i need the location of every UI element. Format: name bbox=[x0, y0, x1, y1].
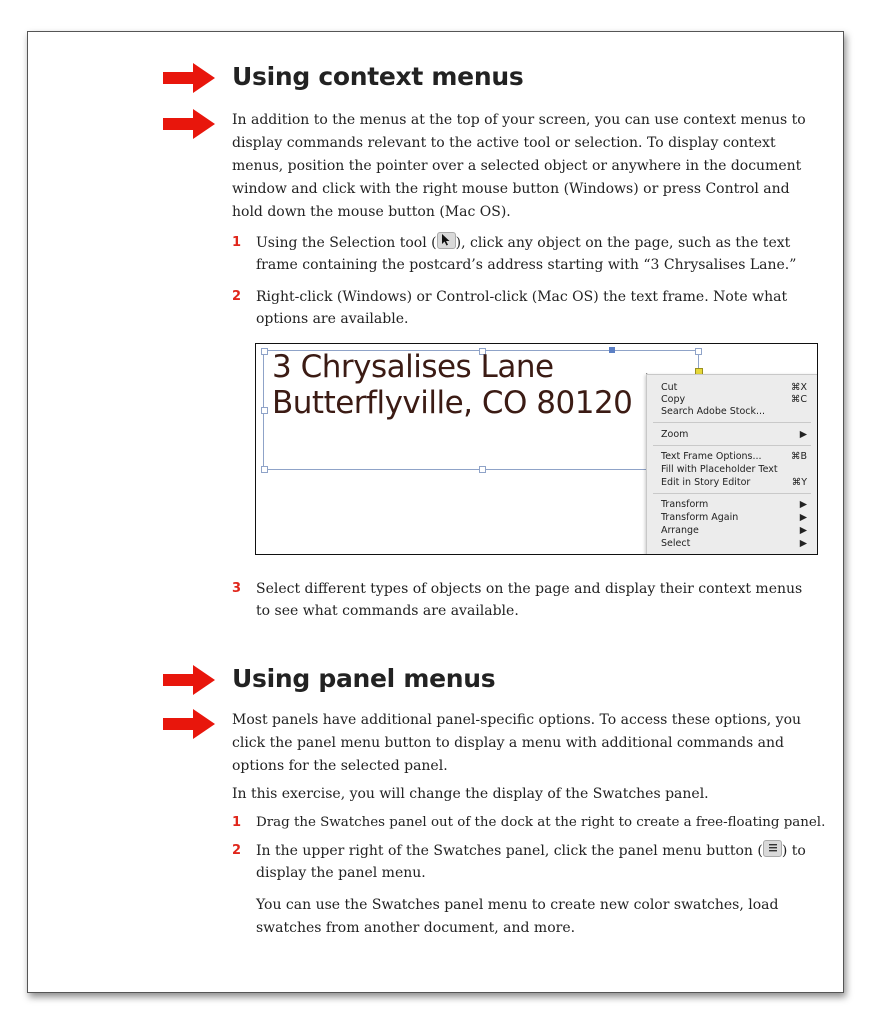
panel-menus-intro: Most panels have additional panel-specific options. To access these options, you click the panel menu button to display a menu with additional commands and options for the selected panel. bbox=[232, 712, 802, 774]
step-item bbox=[232, 286, 812, 330]
step-item bbox=[232, 840, 812, 884]
red-arrow-icon bbox=[163, 109, 215, 139]
frame-handle[interactable] bbox=[695, 348, 702, 355]
context-menus-intro: In addition to the menus at the top of your screen, you can use context menus to display commands relevant to the active tool or selection. To display context menus, position the pointer over a selected object or anywhere in the document window and click with the right mouse button (Windows) or press Control and hold down the mouse button (Mac OS). bbox=[232, 112, 806, 220]
menu-separator bbox=[653, 445, 811, 446]
red-arrow-icon bbox=[163, 665, 215, 695]
step-number: 1 bbox=[232, 815, 242, 830]
step-item bbox=[232, 232, 812, 276]
exercise-text: In this exercise, you will change the display of the Swatches panel. bbox=[232, 786, 709, 802]
step-number: 1 bbox=[232, 235, 242, 250]
menu-item-select[interactable]: Select ▶ bbox=[661, 538, 807, 549]
step-item bbox=[232, 578, 812, 622]
step-text: Select different types of objects on the page and display their context menus to see what commands are available. bbox=[256, 581, 803, 619]
step-text: In the upper right of the Swatches panel, click the panel menu button ( bbox=[256, 843, 763, 859]
text-frame[interactable] bbox=[263, 350, 699, 470]
address-line-2: Butterflyville, CO 80120 bbox=[272, 385, 633, 421]
frame-handle[interactable] bbox=[261, 466, 268, 473]
step-text: ), click any object on the page, such as the text frame containing the postcard’s address starting with “3 Chrysalises Lane.” bbox=[256, 235, 797, 273]
menu-item-arrange[interactable]: Arrange ▶ bbox=[661, 525, 807, 536]
context-menu bbox=[646, 374, 818, 555]
menu-item-text-frame-options[interactable]: Text Frame Options... ⌘B bbox=[661, 451, 807, 462]
frame-handle[interactable] bbox=[261, 407, 268, 414]
document-page bbox=[27, 31, 844, 993]
menu-item-search-adobe-stock[interactable]: Search Adobe Stock... bbox=[661, 406, 766, 417]
selection-tool-icon bbox=[437, 232, 456, 249]
menu-item-zoom[interactable]: Zoom ▶ bbox=[661, 429, 807, 440]
in-port-icon[interactable] bbox=[609, 347, 615, 353]
swatches-note: You can use the Swatches panel menu to create new color swatches, load swatches from another document, and more. bbox=[256, 897, 779, 936]
step-number: 3 bbox=[232, 581, 242, 596]
menu-item-copy[interactable]: Copy ⌘C bbox=[661, 394, 807, 405]
step-number: 2 bbox=[232, 843, 242, 858]
menu-item-transform[interactable]: Transform ▶ bbox=[661, 499, 807, 510]
address-line-1: 3 Chrysalises Lane bbox=[272, 349, 554, 385]
step-text: Using the Selection tool ( bbox=[256, 235, 437, 251]
step-text: ) to display the panel menu. bbox=[256, 843, 806, 881]
frame-handle[interactable] bbox=[261, 348, 268, 355]
menu-item-cut[interactable]: Cut ⌘X bbox=[661, 382, 807, 393]
red-arrow-icon bbox=[163, 709, 215, 739]
step-item bbox=[232, 812, 826, 834]
panel-menu-button-icon bbox=[763, 840, 782, 857]
context-menu-screenshot bbox=[255, 343, 818, 555]
section-heading-context-menus: Using context menus bbox=[232, 62, 524, 91]
menu-separator bbox=[653, 422, 811, 423]
frame-handle[interactable] bbox=[479, 466, 486, 473]
section-heading-panel-menus: Using panel menus bbox=[232, 664, 496, 693]
step-text: Right-click (Windows) or Control-click (Mac OS) the text frame. Note what options are available. bbox=[256, 289, 788, 327]
menu-item-fill-placeholder[interactable]: Fill with Placeholder Text bbox=[661, 464, 778, 475]
menu-separator bbox=[653, 493, 811, 494]
step-number: 2 bbox=[232, 289, 242, 304]
menu-item-edit-story-editor[interactable]: Edit in Story Editor ⌘Y bbox=[661, 477, 807, 488]
menu-item-transform-again[interactable]: Transform Again ▶ bbox=[661, 512, 807, 523]
red-arrow-icon bbox=[163, 63, 215, 93]
step-text: Drag the Swatches panel out of the dock at the right to create a free-floating panel. bbox=[256, 815, 826, 830]
